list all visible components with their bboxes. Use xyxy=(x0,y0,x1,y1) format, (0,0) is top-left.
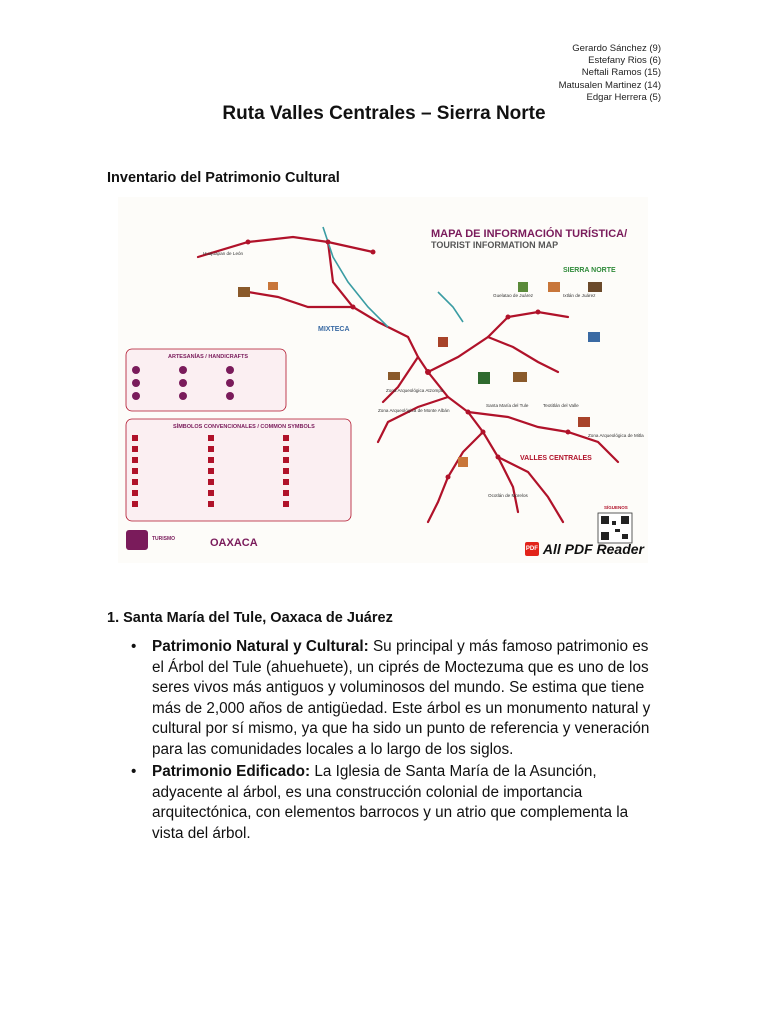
place-label: Huajuapan de León xyxy=(203,251,244,256)
bullet-icon: • xyxy=(131,763,137,780)
author-name: Gerardo Sánchez (9) xyxy=(572,43,661,54)
bullet-text: Su principal y más famoso patrimonio es el Árbol del Tule (ahuehuete), un ciprés de Moctezuma que es uno de los seres vivos más antiguos y voluminosos del mundo. Se estima que tiene más de 2,000 años de antigüedad. Este árbol es un monumento natural y cultural por sí mismo, ya que ha sido un punto de referencia y veneración para las comunidades locales a lo largo de los siglos. xyxy=(152,638,651,758)
oaxaca-logo-text: OAXACA xyxy=(210,537,258,549)
region-label-mixteca: MIXTECA xyxy=(318,326,350,333)
place-label: Teotitlán del Valle xyxy=(543,403,579,408)
pdf-reader-label: All PDF Reader xyxy=(542,541,644,557)
author-name: Neftali Ramos (15) xyxy=(581,67,661,79)
place-label: Santa María del Tule xyxy=(486,403,529,408)
place-label: Zona Arqueológica Atzompa xyxy=(386,388,444,393)
tourist-map-image xyxy=(118,197,648,563)
section-subtitle: Inventario del Patrimonio Cultural xyxy=(107,170,340,186)
bullet-icon: • xyxy=(131,638,137,655)
bullet-text: La Iglesia de Santa María de la Asunción, adyacente al árbol, es una construcción colonial de importancia arquitectónica, con elementos barrocos y un atrio que complementa la vista del árbol. xyxy=(152,763,629,842)
map-heading-en: TOURIST INFORMATION MAP xyxy=(431,240,559,250)
bullet-list xyxy=(107,637,662,846)
author-name: Matusalen Martinez (14) xyxy=(558,79,661,91)
turismo-logo-text: TURISMO xyxy=(152,536,176,542)
bullet-label: Patrimonio Edificado: xyxy=(152,763,311,780)
place-label: Guelatao de Juárez xyxy=(493,293,534,298)
author-name: Estefany Rios (6) xyxy=(588,55,661,67)
map-illustration xyxy=(118,197,648,563)
place-label: Ixtlán de Juárez xyxy=(563,293,596,298)
place-label: Ocotlán de Morelos xyxy=(488,493,528,498)
section-heading: 1. Santa María del Tule, Oaxaca de Juárez xyxy=(107,610,393,626)
document-title: Ruta Valles Centrales – Sierra Norte xyxy=(222,103,546,124)
region-label-valles: VALLES CENTRALES xyxy=(520,455,592,462)
legend-symbols-panel xyxy=(126,419,351,521)
legend-symbols-heading: SÍMBOLOS CONVENCIONALES / COMMON SYMBOLS xyxy=(173,424,315,430)
map-heading-es: MAPA DE INFORMACIÓN TURÍSTICA/ xyxy=(431,228,628,240)
pdf-reader-watermark xyxy=(525,541,644,557)
pdf-icon: PDF xyxy=(525,542,539,556)
turismo-logo-icon xyxy=(126,530,148,550)
legend-crafts-heading: ARTESANÍAS / HANDICRAFTS xyxy=(168,354,249,360)
author-list xyxy=(559,43,661,104)
scan-label: SÍGUENOS xyxy=(604,505,628,510)
list-item xyxy=(107,637,662,760)
list-item xyxy=(107,762,662,844)
author-name: Edgar Herrera (5) xyxy=(586,91,661,103)
place-label: Zona Arqueológica de Mitla xyxy=(588,433,644,438)
place-label: Zona Arqueológica de Monte Albán xyxy=(378,408,450,413)
bullet-label: Patrimonio Natural y Cultural: xyxy=(152,638,369,655)
region-label-sierra: SIERRA NORTE xyxy=(563,267,616,274)
